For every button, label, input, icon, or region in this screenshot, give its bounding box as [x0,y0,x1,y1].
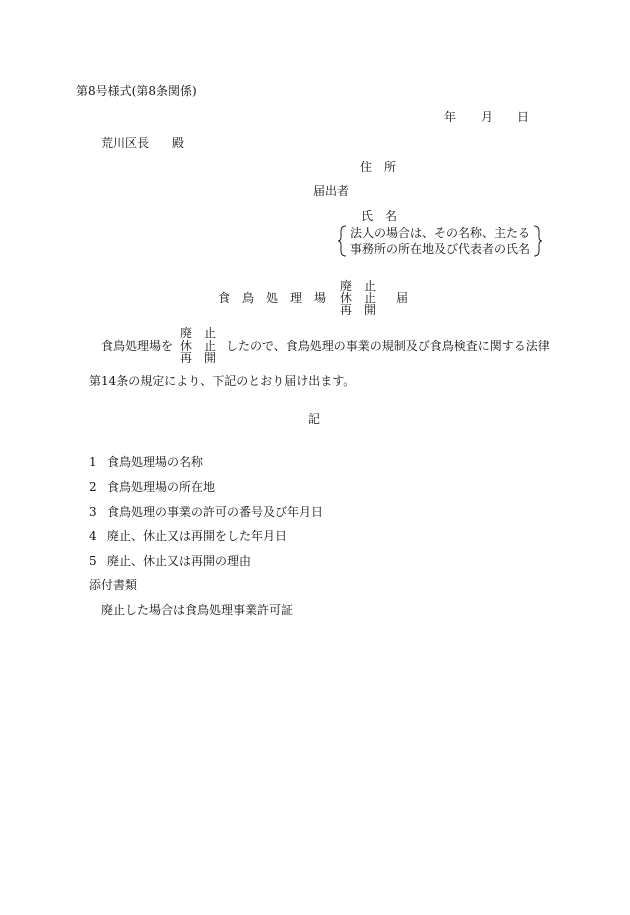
item-number: 4 [89,529,97,543]
item-text: 廃止、休止又は再開をした年月日 [107,529,288,543]
title-main: 食 鳥 処 理 場 [218,291,327,305]
item-text: 食鳥処理場の所在地 [107,480,216,494]
title-option-suspend: 休 止 [340,291,377,305]
title-option-abolish: 廃 止 [340,279,377,293]
honorific: 殿 [172,136,185,150]
title-option-resume: 再 開 [340,303,377,317]
body-prefix: 食鳥処理場を [101,339,174,353]
corporate-note-line2: 事務所の所在地及び代表者の氏名 [350,242,531,256]
addressee: 荒川区長 [101,136,150,150]
body-option-resume: 再 開 [180,351,217,365]
item-number: 3 [89,505,97,519]
item-number: 5 [89,554,97,568]
attachments-label: 添付書類 [89,578,138,592]
item-text: 食鳥処理の事業の許可の番号及び年月日 [107,505,324,519]
title-suffix: 届 [396,291,409,305]
body-line2: 第14条の規定により、下記のとおり届け出ます。 [89,374,356,388]
item-text: 廃止、休止又は再開の理由 [107,554,252,568]
date-year-label: 年 [444,110,457,124]
body-option-abolish: 廃 止 [180,326,217,340]
date-day-label: 日 [517,110,530,124]
body-line1: したので、食鳥処理の事業の規制及び食鳥検査に関する法律 [226,339,550,353]
item-text: 食鳥処理場の名称 [107,455,204,469]
form-id: 第8号様式(第8条関係) [76,84,197,98]
corporate-note-line1: 法人の場合は、その名称、主たる [350,226,531,240]
applicant-label: 届出者 [313,184,350,198]
date-month-label: 月 [481,110,494,124]
attachments-text: 廃止した場合は食鳥処理事業許可証 [101,603,294,617]
ki-heading: 記 [308,412,321,426]
address-label: 住 所 [360,160,397,174]
body-option-suspend: 休 止 [180,339,217,353]
item-number: 2 [89,480,97,494]
item-number: 1 [89,455,97,469]
name-label: 氏 名 [361,209,398,223]
